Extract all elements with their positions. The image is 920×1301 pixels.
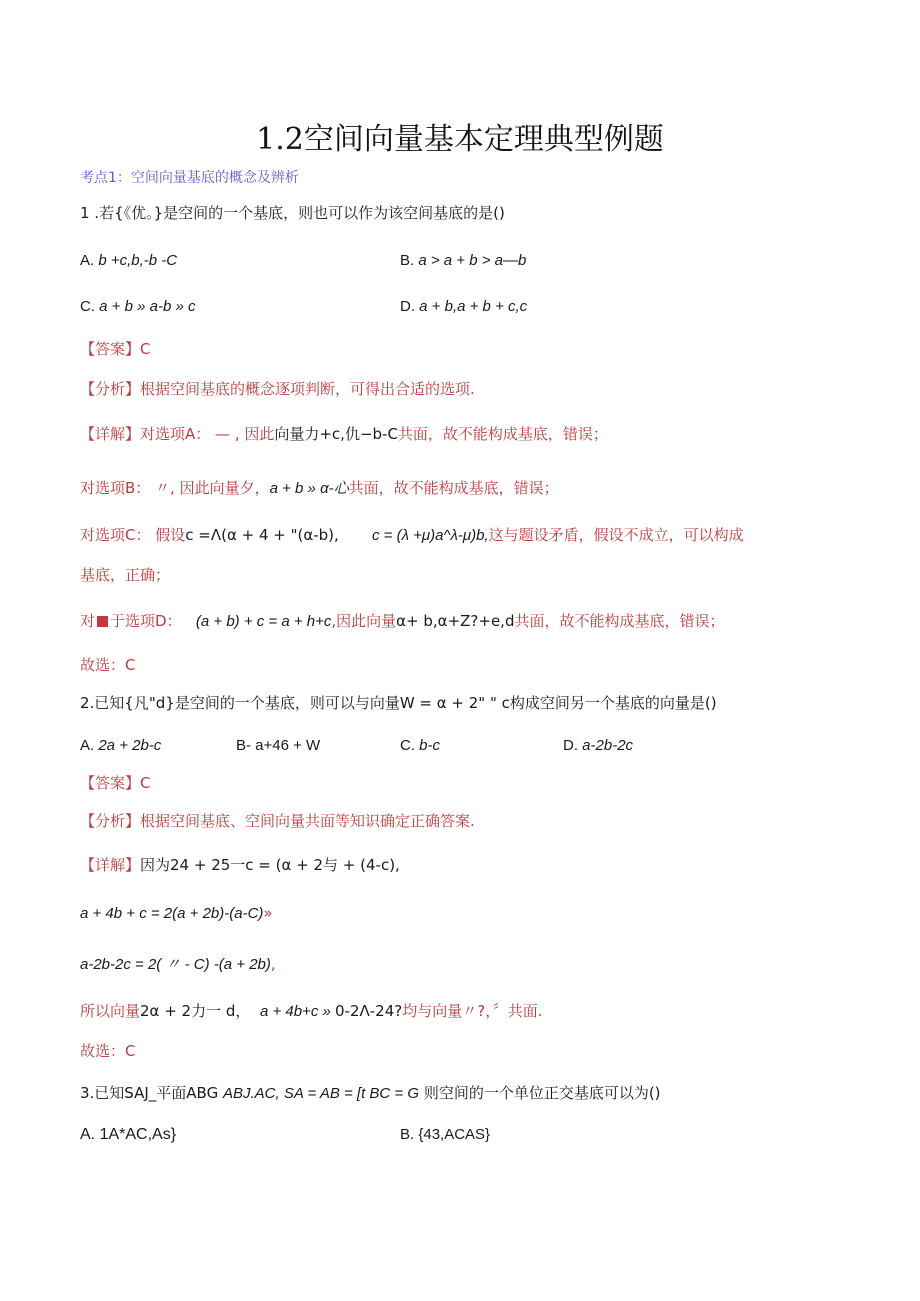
detail-a-part3: 共面，故不能构成基底，错误； <box>397 425 608 443</box>
q1-option-c <box>80 297 196 317</box>
detail-4-part5: 均与向量〃?，〞共面. <box>402 1002 543 1020</box>
section-text: 空间向量基底的概念及辨析 <box>130 170 299 186</box>
detail-a-part1: 对选项A： — , 因此 <box>140 425 275 443</box>
q2-analysis <box>80 811 475 831</box>
q2-detail <box>80 855 400 875</box>
analysis-tag: 【分析】 <box>80 812 141 830</box>
detail-4-vector3: 0-2Λ-24? <box>335 1002 403 1020</box>
detail-d-part6: 共面，故不能构成基底，错误； <box>514 612 725 630</box>
analysis-tag: 【分析】 <box>80 380 141 398</box>
q1-detail-c-right <box>372 525 744 546</box>
equation-2: a-2b-2c = 2( 〃 - C) -(a + 2b) <box>80 956 271 973</box>
conclusion-text: 故选： <box>80 1042 126 1060</box>
q1-option-c-math: a + b » a-b » c <box>99 298 196 315</box>
equation-1-sep: » <box>263 904 273 922</box>
q1-detail-c-cont: 基底，正确； <box>80 566 171 584</box>
detail-a-vector: 向量力+c,仇−b-C <box>274 425 398 443</box>
q2-option-b: B- a+46 + W <box>236 737 321 754</box>
detail-4-vector1: 2α + 2力一 d， <box>140 1002 251 1020</box>
detail-d-eq: (a + b) + c = a + h+c <box>195 613 332 630</box>
analysis-text: 根据空间基底的概念逐项判断，可得出合适的选项. <box>140 380 475 398</box>
q1-option-d-math: a + b,a + b + c,c <box>419 298 528 315</box>
q2-option-d-label: D. <box>563 737 583 754</box>
conclusion-value: C <box>125 656 136 674</box>
section-heading <box>80 168 299 188</box>
detail-b-vector: a + b » α-心 <box>269 480 349 497</box>
q1-option-c-label: C. <box>80 298 100 315</box>
q2-option-d <box>563 736 633 756</box>
detail-c-eq1: c =Λ(α + 4 + "(α-b), <box>185 526 339 544</box>
answer-tag: 【答案】 <box>80 340 141 358</box>
detail-c-eq2: c = (λ +μ)a^λ-μ)b, <box>372 527 489 544</box>
detail-b-part3: 共面，故不能构成基底，错误； <box>348 479 559 497</box>
page-title: 1.2空间向量基本定理典型例题 <box>256 122 664 157</box>
detail-c-part4: 这与题设矛盾，假设不成立，可以构成 <box>488 526 744 544</box>
answer-value: C <box>140 774 151 792</box>
q1-option-b-label: B. <box>400 252 419 269</box>
q2-conclusion <box>80 1041 136 1061</box>
q2-answer <box>80 773 151 793</box>
q1-answer <box>80 339 151 359</box>
equation-2-sep: , <box>270 955 276 973</box>
q1-option-d <box>400 297 527 317</box>
q2-equation-1 <box>80 903 273 924</box>
q3-stem-math: ABJ.AC, SA = AB = [t BC = G <box>222 1085 420 1102</box>
q2-option-a-math: 2a + 2b-c <box>98 737 162 754</box>
detail-4-part1: 所以向量 <box>80 1002 141 1020</box>
q2-option-c-math: b-c <box>419 737 441 754</box>
section-label: 考点1： <box>80 170 131 186</box>
q1-option-b-math: a > a + b > a—b <box>418 252 527 269</box>
detail-d-part1: 对 <box>80 612 96 630</box>
q3-stem-part3: 则空间的一个单位正交基底可以为() <box>419 1084 661 1102</box>
q2-equation-2 <box>80 954 276 975</box>
q1-option-d-label: D. <box>400 298 420 315</box>
q1-detail-a <box>80 424 608 444</box>
equation-1: a + 4b + c = 2(a + 2b)-(a-C) <box>80 905 264 922</box>
q3-stem-part1: 3.已知SAJ_平面ABG <box>80 1084 223 1102</box>
q2-option-d-math: a-2b-2c <box>582 737 634 754</box>
q3-option-a: A. 1A*AC,As} <box>80 1126 177 1143</box>
detail-text: 因为24 + 25一c = (α + 2与 + (4-c), <box>140 856 400 874</box>
q1-detail-d <box>80 611 724 632</box>
q1-conclusion <box>80 655 136 675</box>
q2-option-a-label: A. <box>80 737 99 754</box>
q2-option-c <box>400 736 440 756</box>
q1-stem: 1 .若{《优。}是空间的一个基底，则也可以作为该空间基底的是() <box>80 204 505 222</box>
detail-c-part1: 对选项C： 假设 <box>80 526 186 544</box>
q2-detail-conclusion <box>80 1001 542 1022</box>
q1-option-a-label: A. <box>80 252 99 269</box>
conclusion-text: 故选： <box>80 656 126 674</box>
q2-option-a <box>80 736 161 756</box>
q1-detail-b <box>80 478 559 499</box>
q1-option-a-math: b +c,b,-b -C <box>98 252 178 269</box>
analysis-text: 根据空间基底、空间向量共面等知识确定正确答案. <box>140 812 475 830</box>
q3-option-b: B. {43,ACAS} <box>400 1126 491 1143</box>
q2-stem: 2.已知{凡"d}是空间的一个基底，则可以与向量W = α + 2" " c构成空间另一个基底的向量是() <box>80 694 717 712</box>
answer-tag: 【答案】 <box>80 774 141 792</box>
q2-option-c-label: C. <box>400 737 420 754</box>
detail-d-part2: 于选项D： <box>110 612 182 630</box>
q1-option-b <box>400 251 526 271</box>
answer-value: C <box>140 340 151 358</box>
detail-tag: 【详解】 <box>80 856 141 874</box>
q3-stem <box>80 1083 661 1104</box>
detail-tag: 【详解】 <box>80 425 141 443</box>
detail-d-vectors: α+ b,α+Z?+e,d <box>396 612 515 630</box>
square-mark-icon <box>97 616 108 627</box>
detail-d-part4: ,因此向量 <box>331 612 397 630</box>
conclusion-value: C <box>125 1042 136 1060</box>
q1-detail-c <box>80 525 339 545</box>
q1-option-a <box>80 251 177 271</box>
detail-b-part1: 对选项B： 〃, 因此向量夕， <box>80 479 270 497</box>
q1-analysis <box>80 379 475 399</box>
detail-4-vector2: a + 4b+c » <box>259 1003 335 1020</box>
